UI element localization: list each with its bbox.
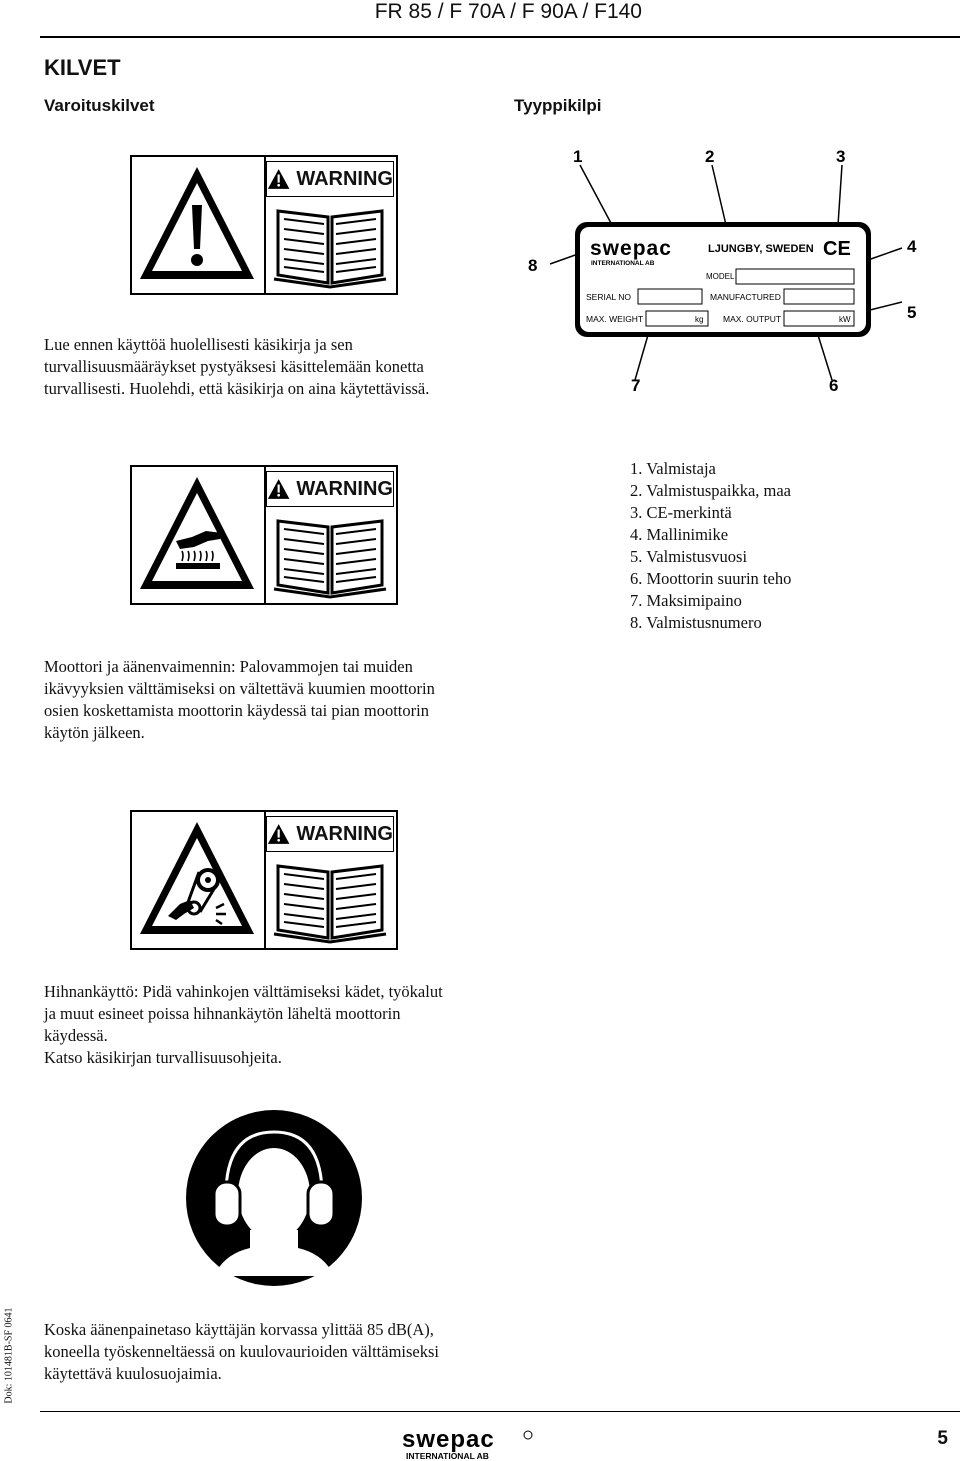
section-title: KILVET [44, 55, 121, 80]
swepac-logo [400, 1425, 540, 1461]
warning-triangle-icon [267, 167, 290, 191]
callout-number: 5 [907, 303, 917, 322]
warning-sign-hot-surface [130, 465, 398, 605]
text-line: ja muut esineet poissa hihnankäytön läheltä moottorin [44, 1004, 401, 1023]
document-model-header: FR 85 / F 70A / F 90A / F140 [374, 0, 642, 23]
legend-item: 5. Valmistusvuosi [630, 547, 748, 566]
plate-serial-label: SERIAL NO [586, 292, 632, 302]
warning-label-bar [266, 161, 394, 197]
header-rule [40, 36, 960, 38]
callout-number: 2 [705, 147, 715, 166]
document-id: Dok: 101481B-SF 0641 [3, 1307, 15, 1404]
callout-number: 3 [836, 147, 846, 166]
text-line: käydessä. [44, 1026, 108, 1045]
exclamation-triangle-icon [132, 157, 262, 293]
text-line: turvallisuusmääräykset pystyäksesi käsittelemään konetta [44, 357, 424, 376]
belt-drive-icon [132, 812, 262, 948]
plate-output-unit: kW [839, 315, 851, 324]
callout-number: 8 [528, 256, 538, 275]
type-plate-diagram [520, 140, 940, 400]
warning-label: WARNING [296, 477, 393, 500]
footer-brand: swepac [402, 1426, 495, 1453]
ce-mark-icon: CE [823, 238, 851, 260]
warning-label: WARNING [296, 167, 393, 190]
plate-weight-unit: kg [695, 315, 704, 324]
type-plate-heading: Tyyppikilpi [514, 96, 602, 115]
footer-rule [40, 1411, 960, 1412]
callout-number: 1 [573, 147, 583, 166]
warning-sign-read-manual [130, 155, 398, 295]
sign3-description [44, 981, 443, 1069]
text-line: Lue ennen käyttöä huolellisesti käsikirja ja sen [44, 335, 353, 354]
plate-brand-sub: INTERNATIONAL AB [591, 260, 655, 267]
legend-item: 2. Valmistuspaikka, maa [630, 481, 792, 500]
legend-item: 7. Maksimipaino [630, 591, 742, 610]
text-line: käytön jälkeen. [44, 723, 145, 742]
text-line: käytettävä kuulosuojaimia. [44, 1364, 222, 1383]
footer-brand-sub: INTERNATIONAL AB [406, 1451, 489, 1461]
hot-surface-icon [132, 467, 262, 603]
warning-triangle-icon [267, 477, 290, 501]
warning-sign-belt-drive [130, 810, 398, 950]
text-line: koneella työskenneltäessä on kuulovaurioiden välttämiseksi [44, 1342, 439, 1361]
text-line: turvallisesti. Huolehdi, että käsikirja on aina käytettävissä. [44, 379, 430, 398]
text-line: ikävyyksien välttämiseksi on vältettävä kuumien moottorin [44, 679, 435, 698]
legend-item: 8. Valmistusnumero [630, 613, 762, 632]
page-number: 5 [937, 1428, 948, 1449]
text-line: Hihnankäyttö: Pidä vahinkojen välttämiseksi kädet, työkalut [44, 982, 443, 1001]
hearing-protection-icon [184, 1108, 364, 1288]
callout-number: 7 [631, 376, 641, 395]
warning-triangle-icon [267, 822, 290, 846]
hearing-protection-description [44, 1319, 439, 1385]
legend-item: 6. Moottorin suurin teho [630, 569, 792, 588]
legend-item: 3. CE-merkintä [630, 503, 732, 522]
warning-label-bar [266, 816, 394, 852]
plate-location: LJUNGBY, SWEDEN [708, 243, 814, 255]
warning-label-bar [266, 471, 394, 507]
plate-manufactured-label: MANUFACTURED [710, 292, 781, 302]
legend-item: 4. Mallinimike [630, 525, 729, 544]
warning-label: WARNING [296, 822, 393, 845]
book-icon [272, 513, 388, 599]
callout-number: 6 [829, 376, 839, 395]
text-line: Katso käsikirjan turvallisuusohjeita. [44, 1048, 282, 1067]
legend-item: 1. Valmistaja [630, 459, 716, 478]
text-line: Koska äänenpainetaso käyttäjän korvassa ylittää 85 dB(A), [44, 1320, 434, 1339]
text-line: osien koskettamista moottorin käydessä tai pian moottorin [44, 701, 429, 720]
sign1-description [44, 334, 429, 400]
plate-output-label: MAX. OUTPUT [723, 314, 782, 324]
plate-brand-logo: swepac [590, 237, 672, 260]
text-line: Moottori ja äänenvaimennin: Palovammojen tai muiden [44, 657, 413, 676]
book-icon [272, 858, 388, 944]
sign2-description [44, 656, 435, 744]
callout-number: 4 [907, 237, 917, 256]
book-icon [272, 203, 388, 289]
type-plate-legend [630, 458, 791, 634]
warning-signs-heading: Varoituskilvet [44, 96, 155, 115]
plate-model-label: MODEL [706, 272, 735, 281]
plate-weight-label: MAX. WEIGHT [586, 314, 644, 324]
